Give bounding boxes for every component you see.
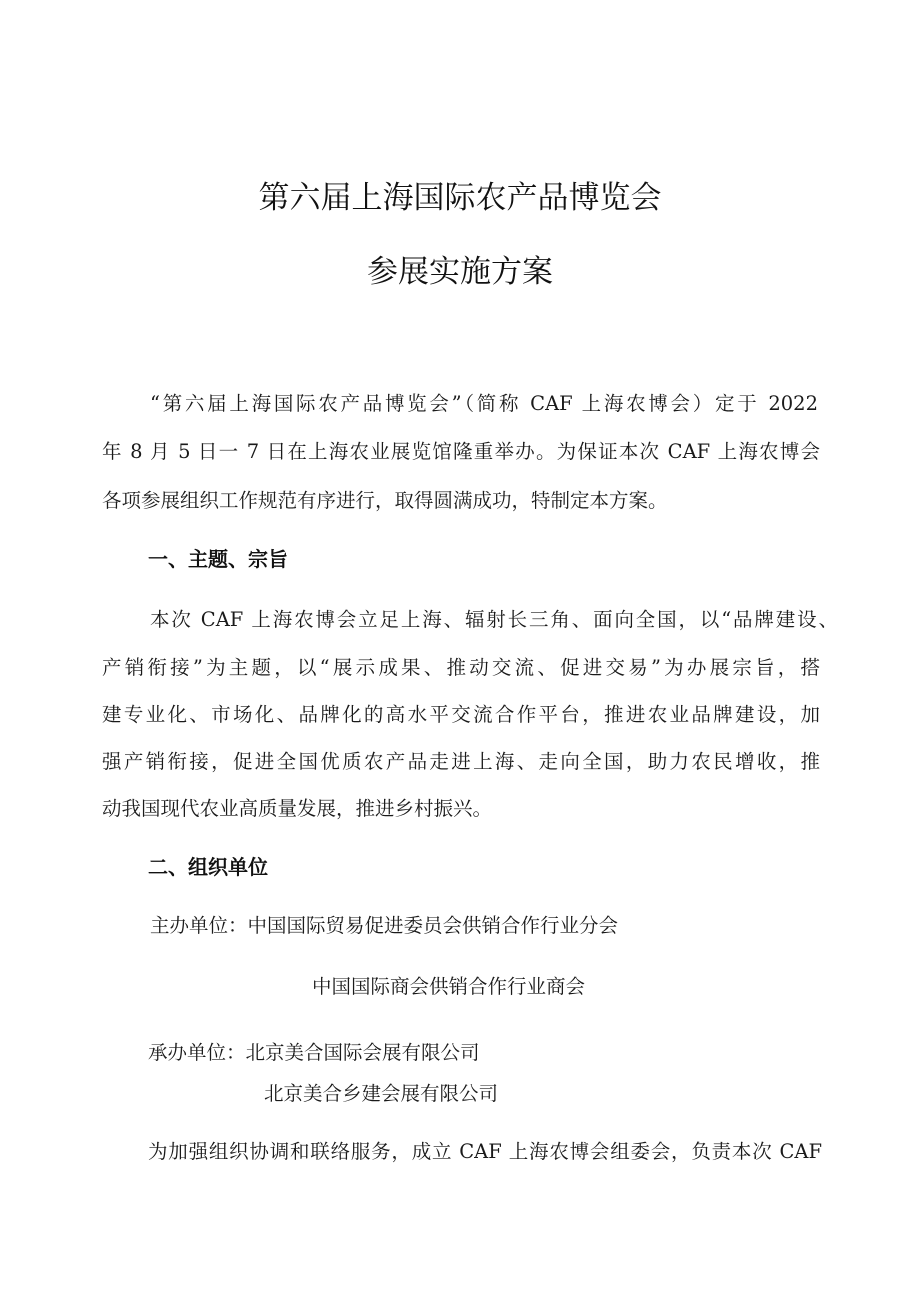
section-1-heading: 一、主题、宗旨 xyxy=(148,547,288,571)
section-1-line-3: 建专业化、市场化、品牌化的高水平交流合作平台，推进农业品牌建设，加 xyxy=(102,703,820,726)
organizer-unit-line-1: 承办单位：北京美合国际会展有限公司 xyxy=(148,1041,480,1064)
section-2-heading: 二、组织单位 xyxy=(148,855,268,879)
document-subtitle: 参展实施方案 xyxy=(367,254,553,290)
intro-line-3: 各项参展组织工作规范有序进行，取得圆满成功，特制定本方案。 xyxy=(102,489,668,512)
section-1-line-2: 产销衔接”为主题，以“展示成果、推动交流、促进交易”为办展宗旨，搭 xyxy=(102,656,820,679)
section-1-line-1: 本次 CAF 上海农博会立足上海、辐射长三角、面向全国，以“品牌建设、 xyxy=(150,608,838,631)
organizer-unit-line-2: 北京美合乡建会展有限公司 xyxy=(264,1082,499,1105)
host-unit-line-2: 中国国际商会供销合作行业商会 xyxy=(312,975,586,998)
section-1-line-4: 强产销衔接，促进全国优质农产品走进上海、走向全国，助力农民增收，推 xyxy=(102,750,820,773)
committee-line: 为加强组织协调和联络服务，成立 CAF 上海农博会组委会，负责本次 CAF xyxy=(148,1140,822,1163)
document-title: 第六届上海国际农产品博览会 xyxy=(258,180,662,216)
intro-line-2: 年 8 月 5 日一 7 日在上海农业展览馆隆重举办。为保证本次 CAF 上海农博会 xyxy=(102,440,820,463)
host-unit-line-1: 主办单位：中国国际贸易促进委员会供销合作行业分会 xyxy=(150,914,619,937)
section-1-line-5: 动我国现代农业高质量发展，推进乡村振兴。 xyxy=(102,797,493,820)
intro-line-1: “第六届上海国际农产品博览会”（简称 CAF 上海农博会）定于 2022 xyxy=(150,392,818,415)
